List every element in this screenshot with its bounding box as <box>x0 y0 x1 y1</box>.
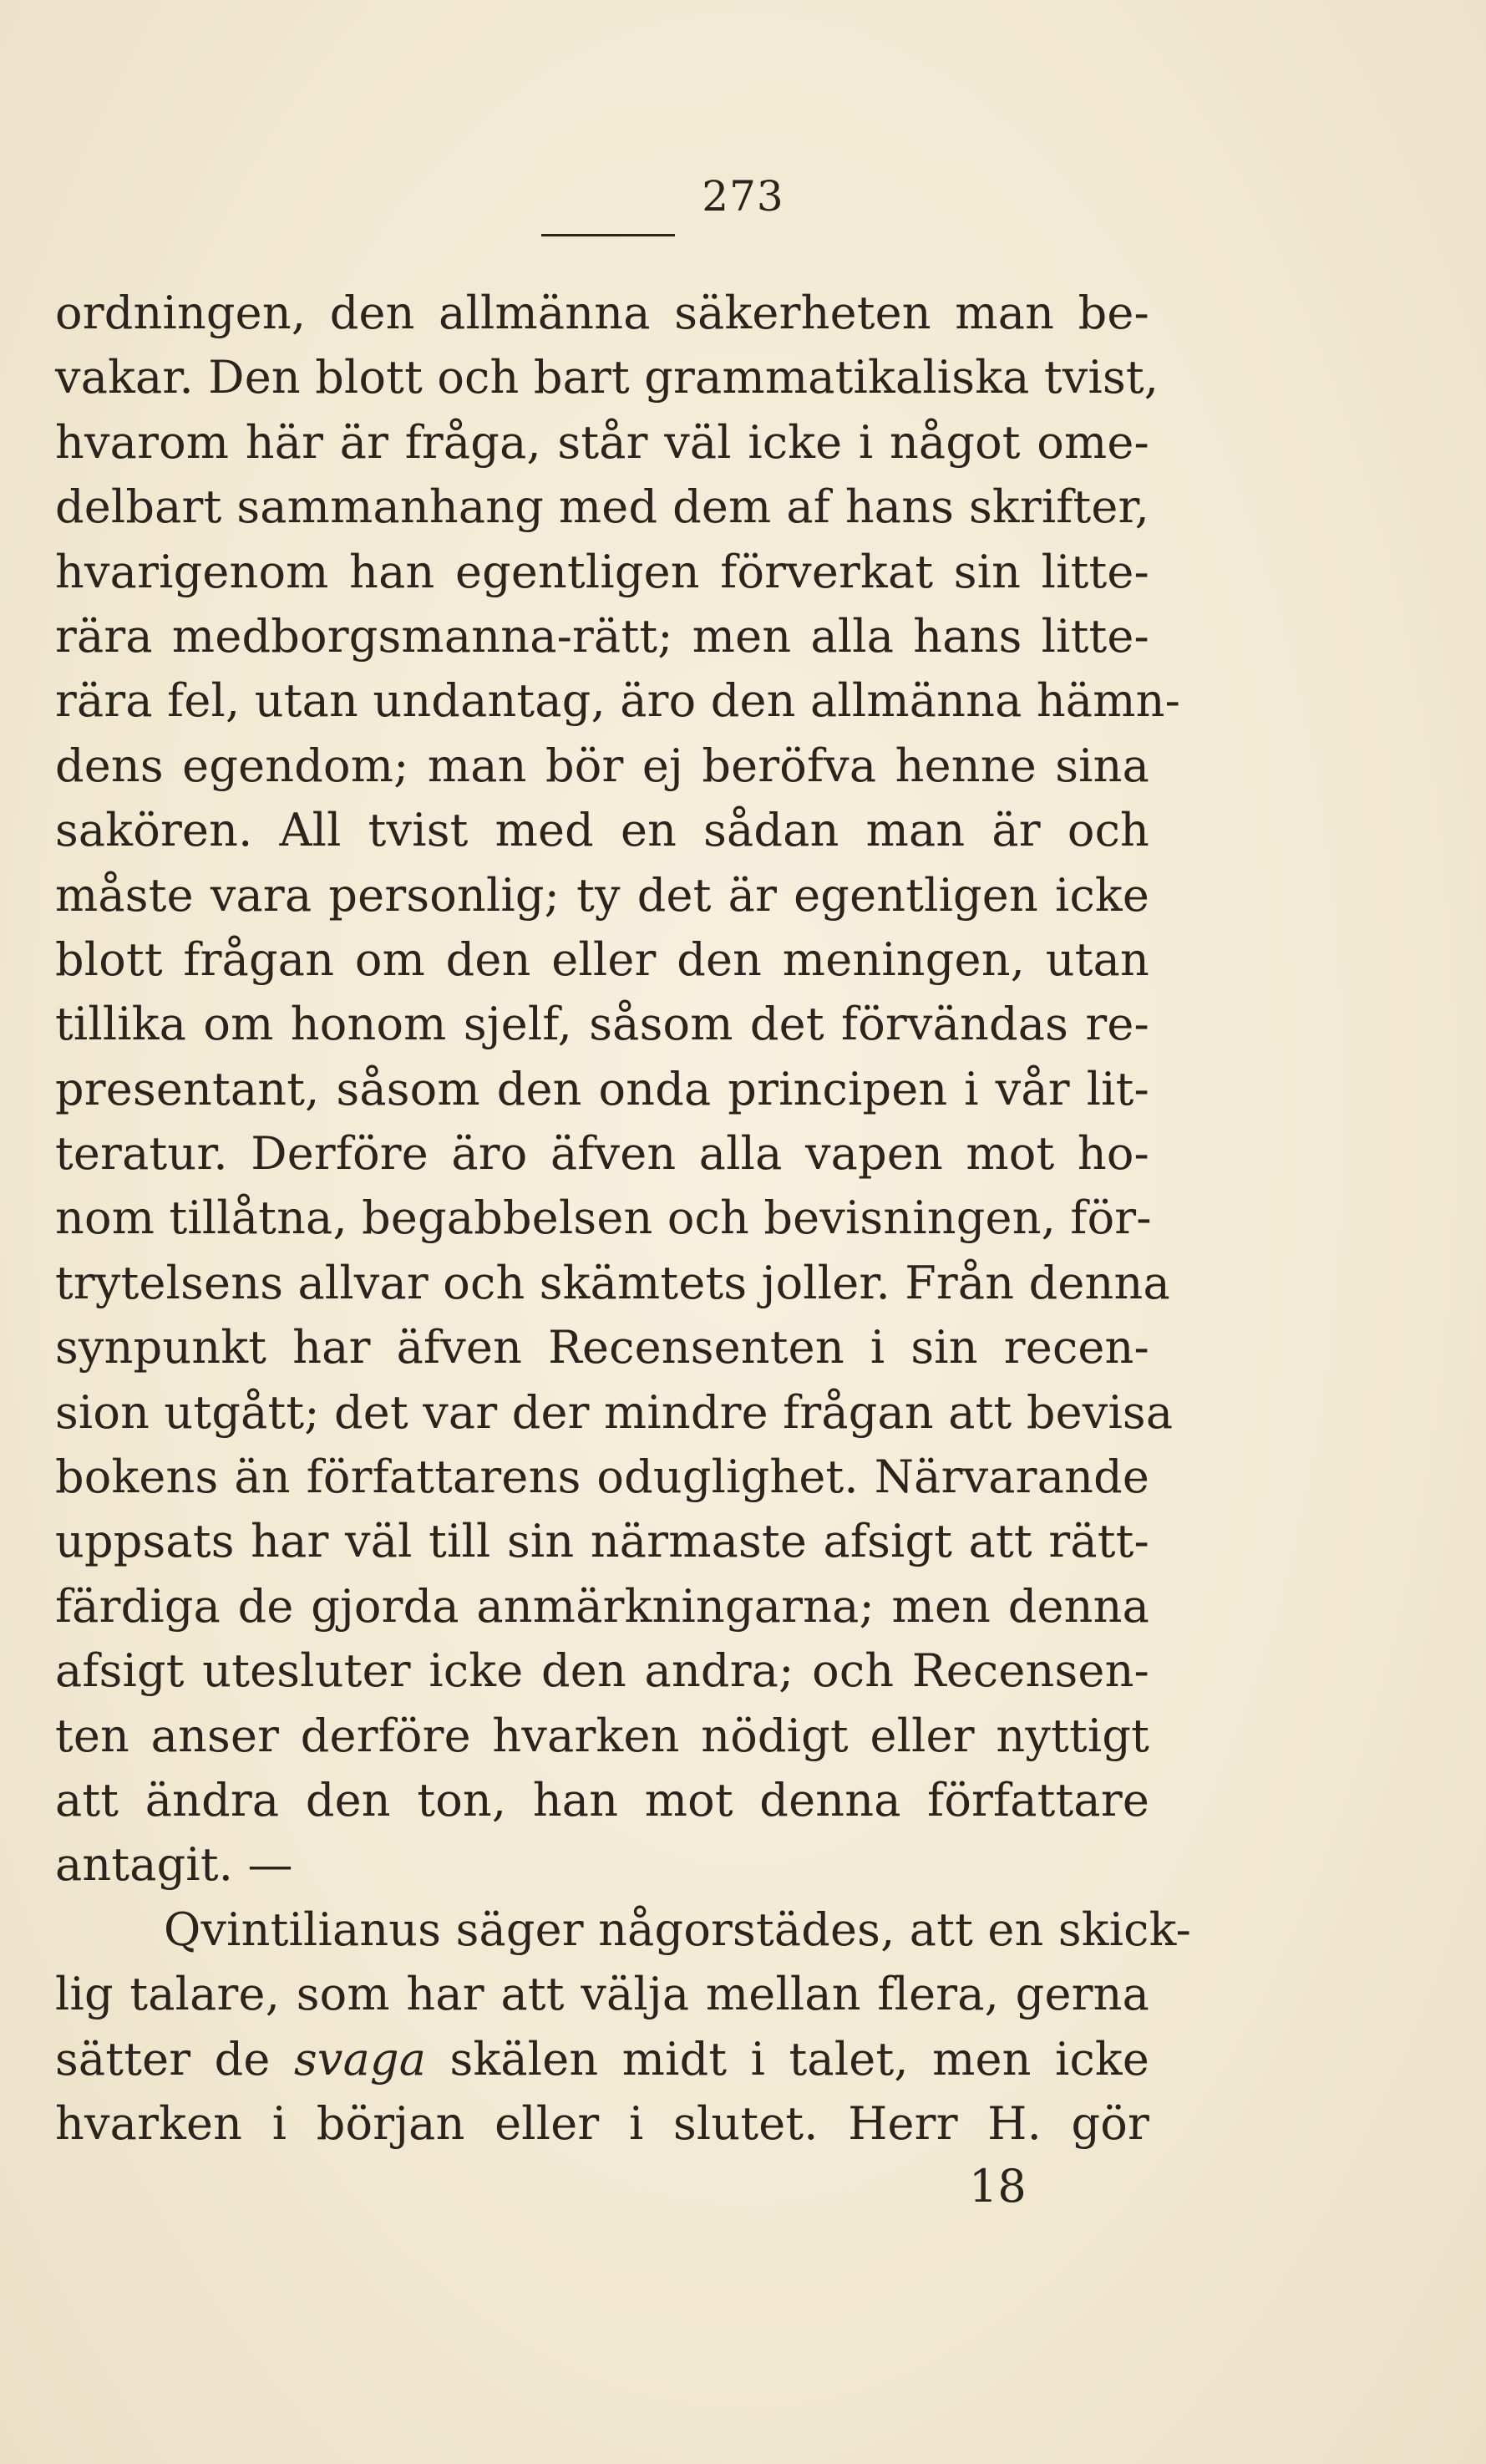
text-line: nom tillåtna, begabbelsen och bevisningen, för- <box>55 1191 1152 1245</box>
text-line: rära medborgsmanna-rätt; men alla hans litte- <box>55 609 1149 663</box>
text-line: dens egendom; man bör ej beröfva henne sina <box>55 739 1149 792</box>
text-line: ordningen, den allmänna säkerheten man be- <box>55 287 1149 339</box>
text-line: hvarken i början eller i slutet. Herr H. gör <box>55 2096 1149 2150</box>
text-line: måste vara personlig; ty det är egentligen icke <box>55 868 1149 922</box>
text-line: trytelsens allvar och skämtets joller. Från denna <box>55 1256 1170 1309</box>
text-line: tillika om honom sjelf, såsom det förvändas re- <box>55 998 1149 1051</box>
text-line: delbart sammanhang med dem af hans skrifter, <box>55 480 1149 534</box>
text-line: hvarom här är fråga, står väl icke i något ome- <box>55 415 1149 469</box>
text-line: färdiga de gjorda anmärkningarna; men denna <box>55 1579 1149 1633</box>
text-line: uppsats har väl till sin närmaste afsigt att rätt- <box>55 1515 1149 1568</box>
text-line: afsigt utesluter icke den andra; och Recensen- <box>55 1644 1149 1698</box>
text-line: lig talare, som har att välja mellan flera, gerna <box>55 1968 1149 2021</box>
text-line: vakar. Den blott och bart grammatikaliska tvist, <box>55 351 1159 404</box>
paragraph-start-line: Qvintilianus säger någorstädes, att en skick- <box>164 1903 1192 1956</box>
text-line: att ändra den ton, han mot denna författare <box>55 1773 1149 1826</box>
text-line: antagit. — <box>55 1838 293 1892</box>
text-line: bokens än författarens oduglighet. Närvarande <box>55 1450 1149 1504</box>
text-line: synpunkt har äfven Recensenten i sin recen- <box>55 1321 1149 1374</box>
text-line: sion utgått; det var der mindre frågan att bevisa <box>55 1385 1174 1439</box>
text-segment: skälen midt i talet, men icke <box>426 2032 1149 2086</box>
text-line: rära fel, utan undantag, äro den allmänna hämn- <box>55 674 1181 728</box>
signature-mark: 18 <box>969 2160 1027 2213</box>
text-line-with-italic <box>55 2027 1149 2091</box>
text-line: blott frågan om den eller den meningen, utan <box>55 932 1149 986</box>
italic-word: svaga <box>293 2032 427 2086</box>
text-line: hvarigenom han egentligen förverkat sin litte- <box>55 545 1149 598</box>
page-number-rule <box>541 234 675 236</box>
text-line: sakören. All tvist med en sådan man är och <box>55 804 1149 857</box>
text-line: presentant, såsom den onda principen i vår lit- <box>55 1062 1149 1115</box>
text-line: ten anser derföre hvarken nödigt eller nyttigt <box>55 1709 1149 1762</box>
body-text <box>55 281 1192 2156</box>
text-line: teratur. Derföre äro äfven alla vapen mot ho- <box>55 1127 1149 1181</box>
page-number: 273 <box>702 172 784 221</box>
text-segment: sätter de <box>55 2032 294 2086</box>
